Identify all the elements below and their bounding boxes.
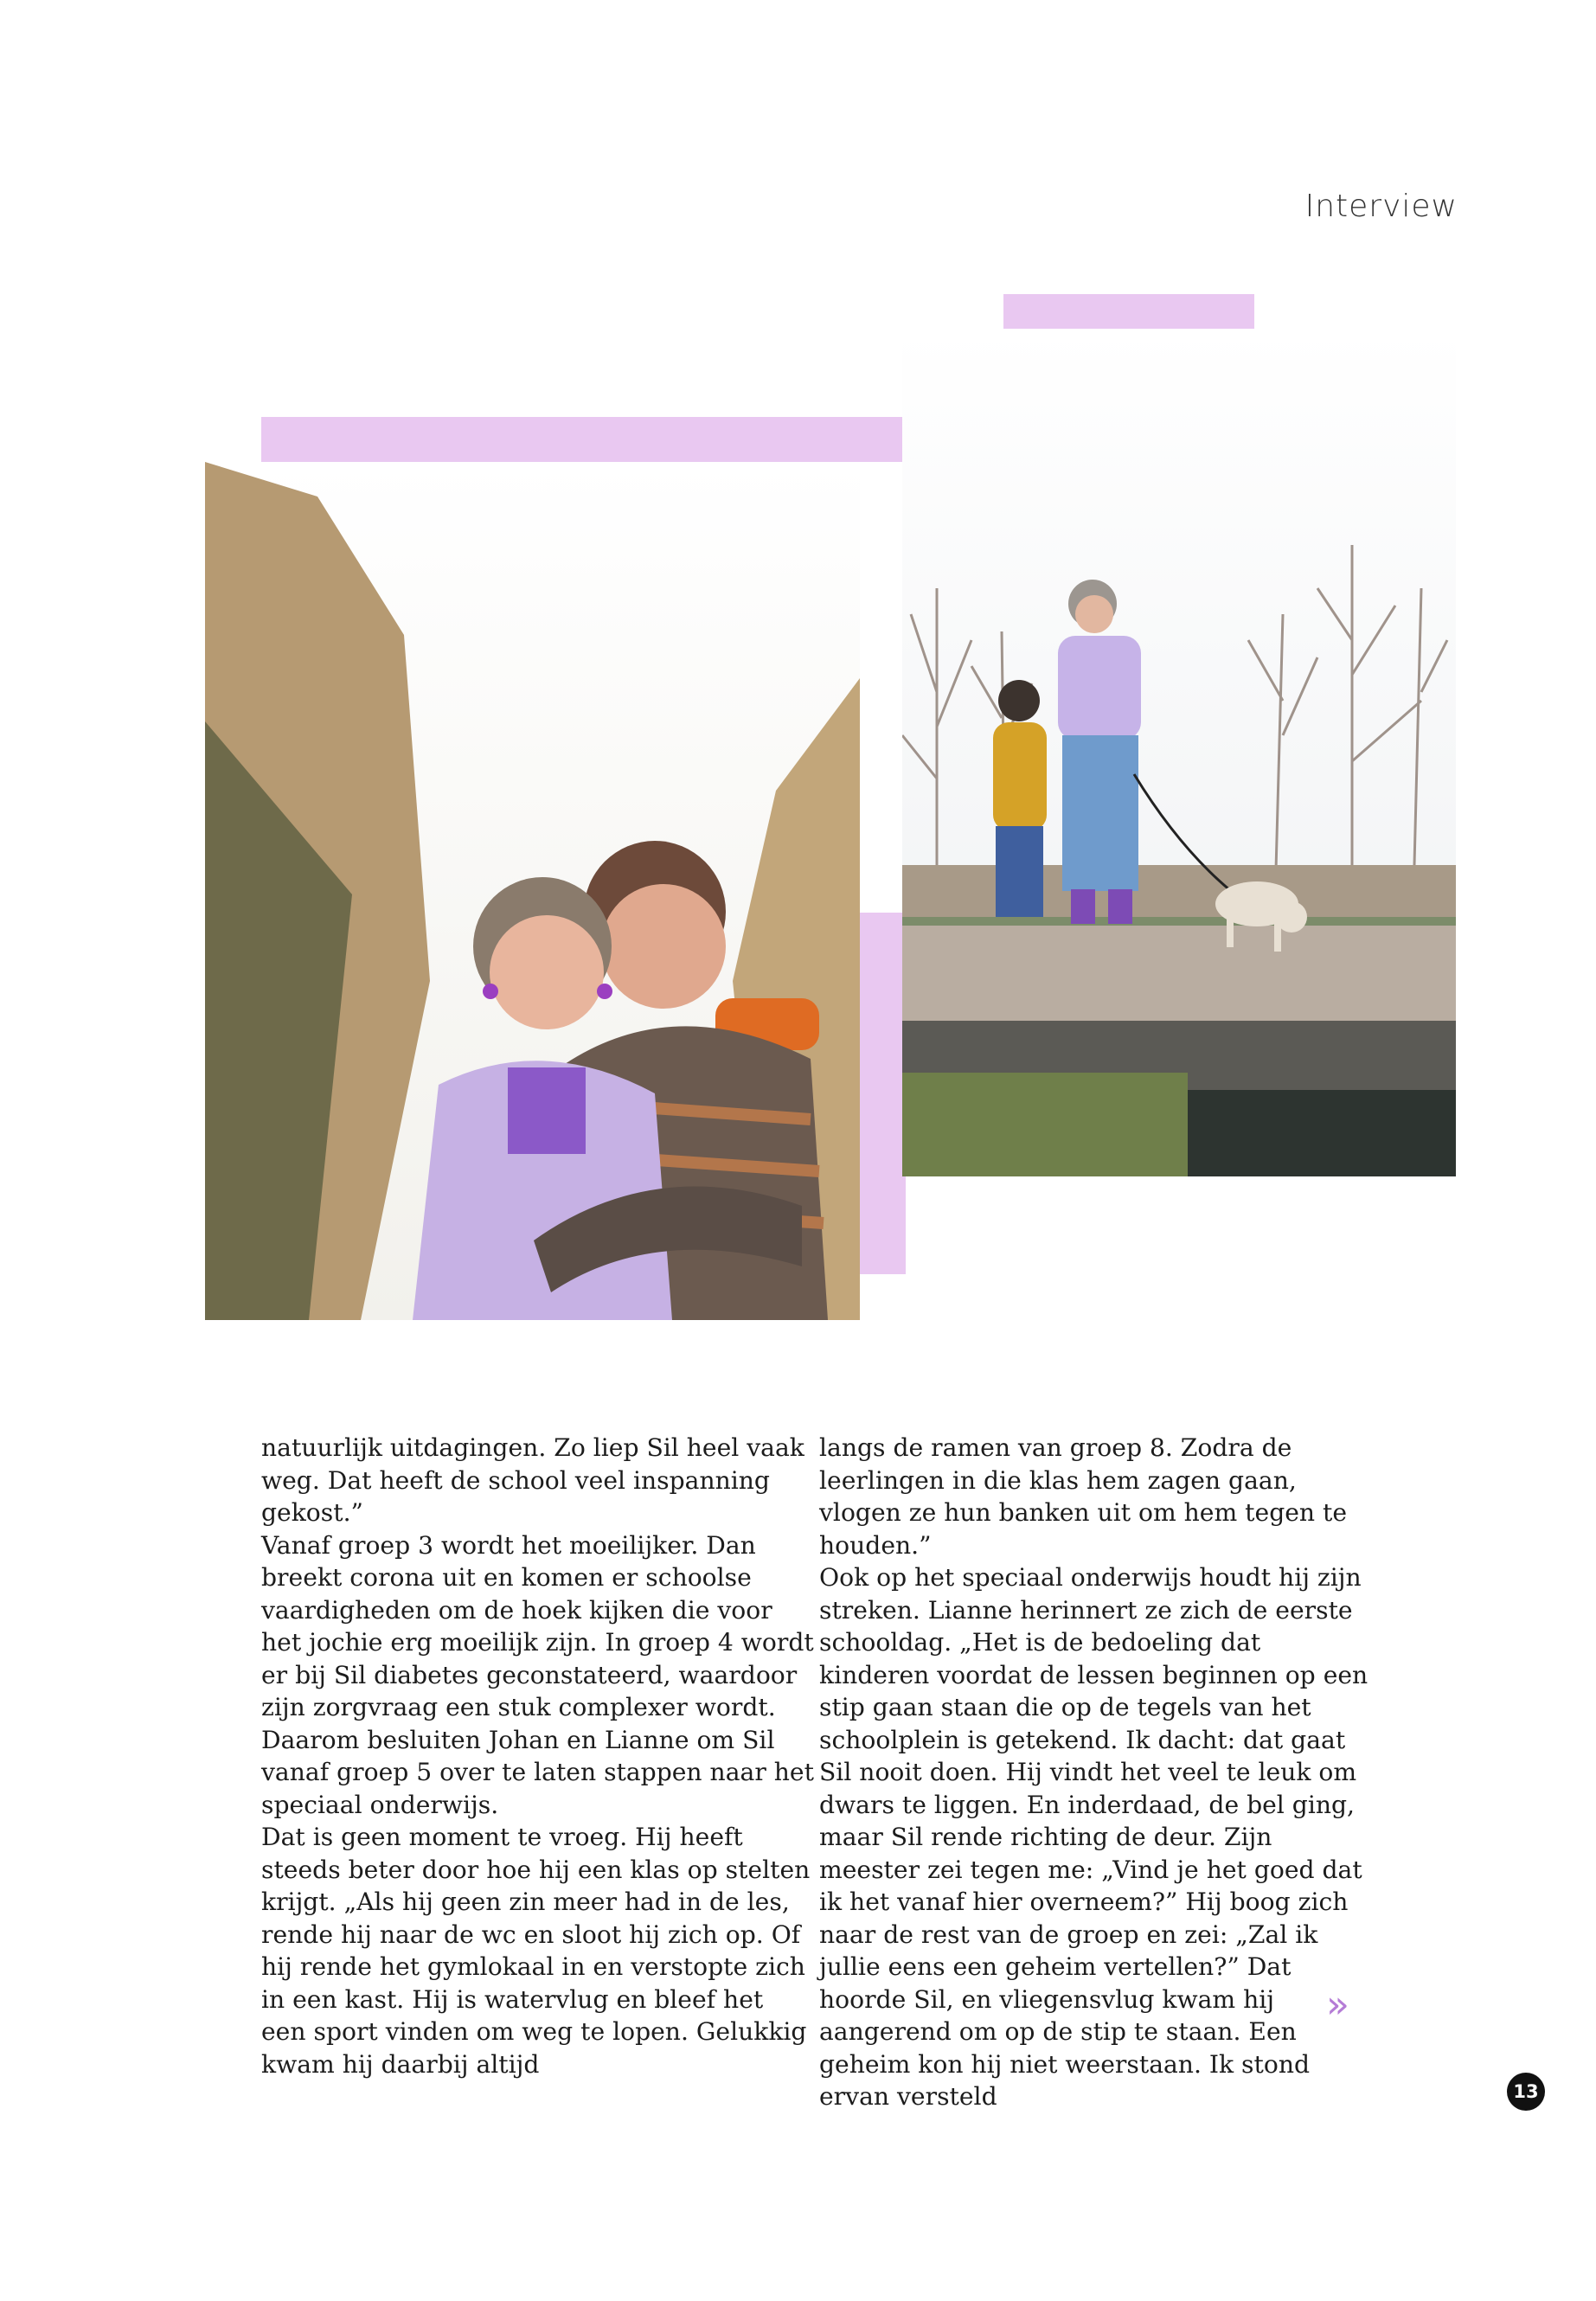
paragraph: Dat is geen moment te vroeg. Hij heeft steeds beter door hoe hij een klas op stelten krijgt. „Als hij geen zin meer had in de les, rende hij naar de wc en sloot hij zich op. Of hij rende het gymlokaal in en verstopte zich in een kast. Hij is watervlug en bleef het een sport vinden om weg te lopen. Gelukkig kwam hij daarbij altijd bbox=[261, 1823, 811, 2079]
paragraph: langs de ramen van groep 8. Zodra de leerlingen in die klas hem zagen gaan, vlogen ze hun banken uit om hem tegen te houden.” bbox=[819, 1433, 1348, 1560]
paragraph: natuurlijk uitdagingen. Zo liep Sil heel vaak weg. Dat heeft de school veel inspanning gekost.” bbox=[261, 1433, 804, 1527]
photo-couple-embracing bbox=[205, 462, 860, 1320]
photo-family-walking-dog bbox=[902, 329, 1456, 1176]
paragraph: Ook op het speciaal onderwijs houdt hij zijn streken. Lianne herinnert ze zich de eerste schooldag. „Het is de bedoeling dat kinderen voordat de lessen beginnen op een stip gaan staan die op de tegels van het schoolplein is getekend. Ik dacht: dat gaat Sil nooit doen. Hij vindt het veel te leuk om dwars te liggen. En inderdaad, de bel ging, maar Sil rende richting de deur. Zijn meester zei tegen me: „Vind je het goed dat ik het vanaf hier overneem?” Hij boog zich naar de rest van de groep en zei: „Zal ik jullie eens een geheim vertellen?” Dat hoorde Sil, en vliegensvlug kwam hij aangerend om op de stip te staan. Een geheim kon hij niet weerstaan. Ik stond ervan versteld bbox=[819, 1563, 1368, 2111]
paragraph: Vanaf groep 3 wordt het moeilijker. Dan breekt corona uit en komen er schoolse vaardigheden om de hoek kijken die voor het jochie erg moeilijk zijn. In groep 4 wordt er bij Sil diabetes geconstateerd, waardoor zijn zorgvraag een stuk complexer wordt. Daarom besluiten Johan en Lianne om Sil vanaf groep 5 over te laten stappen naar het speciaal onderwijs. bbox=[261, 1530, 814, 1819]
accent-block-bottom bbox=[856, 913, 906, 1274]
accent-block-middle bbox=[261, 417, 906, 462]
walk-photo-icon bbox=[902, 329, 1456, 1176]
couple-photo-icon bbox=[205, 462, 860, 1320]
article-column-left bbox=[261, 1432, 815, 2080]
page-number: 13 bbox=[1507, 2073, 1545, 2111]
article-column-right bbox=[819, 1432, 1373, 2113]
section-label: Interview bbox=[1304, 189, 1458, 224]
double-chevron-right-icon: » bbox=[1326, 1983, 1349, 2027]
